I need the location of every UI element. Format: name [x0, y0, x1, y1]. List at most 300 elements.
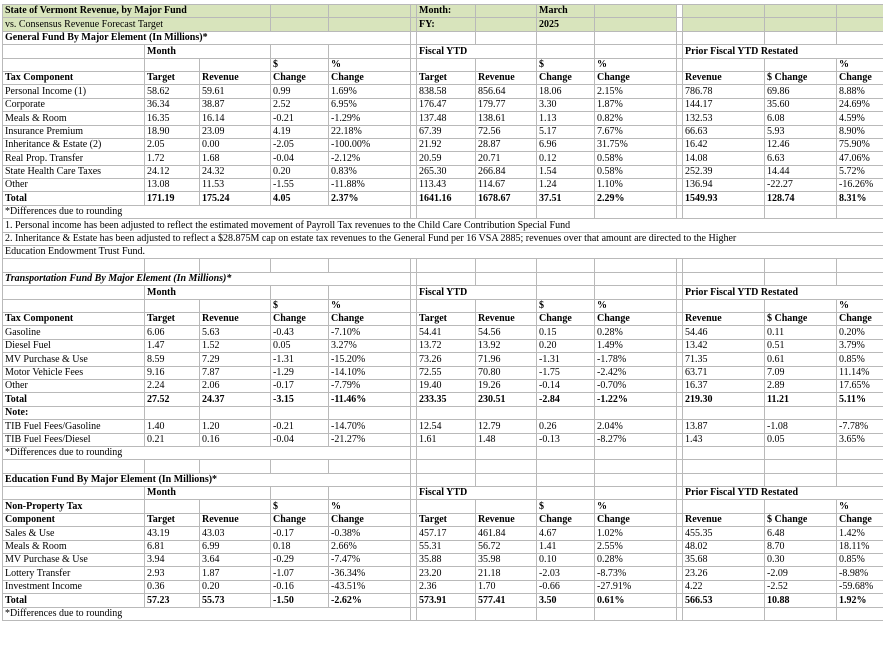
value-cell: 132.53 — [683, 112, 765, 125]
pct-change-header: Change — [329, 513, 411, 526]
value-cell: 11.14% — [837, 366, 883, 379]
value-cell: -1.29% — [329, 112, 411, 125]
value-cell: -2.12% — [329, 152, 411, 165]
value-cell: 16.14 — [200, 112, 271, 125]
general-table-row — [3, 152, 883, 165]
value-cell: -1.22% — [595, 393, 677, 406]
component-cell: Other — [3, 379, 145, 392]
revenue-header: Revenue — [476, 71, 537, 84]
pct-header: % — [837, 58, 883, 71]
transport-total-row — [3, 393, 883, 406]
value-cell: 63.71 — [683, 366, 765, 379]
revenue-header: Revenue — [200, 312, 271, 325]
value-cell: 1.10% — [595, 179, 677, 192]
general-group-row — [3, 45, 883, 58]
value-cell: 1.87% — [595, 98, 677, 111]
value-cell: -0.21 — [271, 112, 329, 125]
general-header-row — [3, 71, 883, 84]
value-cell: -0.04 — [271, 152, 329, 165]
component-cell: Total — [3, 393, 145, 406]
pct-change-header: Change — [837, 71, 883, 84]
value-cell: 1.20 — [200, 420, 271, 433]
value-cell: 17.65% — [837, 379, 883, 392]
value-cell: 2.37% — [329, 192, 411, 205]
rounding-note: *Differences due to rounding — [3, 205, 411, 218]
value-cell: 1.13 — [537, 112, 595, 125]
value-cell: -1.75 — [537, 366, 595, 379]
value-cell: 1.47 — [145, 339, 200, 352]
value-cell: -1.31 — [271, 353, 329, 366]
value-cell: 13.42 — [683, 339, 765, 352]
transport-header-top-row — [3, 299, 883, 312]
value-cell: 1.41 — [537, 540, 595, 553]
value-cell: -1.50 — [271, 594, 329, 607]
component-cell: Meals & Room — [3, 112, 145, 125]
value-cell: -7.47% — [329, 554, 411, 567]
value-cell: 6.08 — [765, 112, 837, 125]
value-cell: -1.55 — [271, 179, 329, 192]
value-cell: 9.16 — [145, 366, 200, 379]
value-cell: 13.08 — [145, 179, 200, 192]
value-cell: 265.30 — [417, 165, 476, 178]
value-cell: -36.34% — [329, 567, 411, 580]
pct-header: % — [595, 299, 677, 312]
general-table-row — [3, 112, 883, 125]
value-cell: 4.19 — [271, 125, 329, 138]
value-cell: 0.99 — [271, 85, 329, 98]
pct-header: % — [329, 299, 411, 312]
value-cell: 48.02 — [683, 540, 765, 553]
value-cell: 35.60 — [765, 98, 837, 111]
value-cell: 252.39 — [683, 165, 765, 178]
value-cell: 233.35 — [417, 393, 476, 406]
component-cell: Gasoline — [3, 326, 145, 339]
value-cell: 56.72 — [476, 540, 537, 553]
general-note-2b — [3, 246, 883, 259]
value-cell: 20.59 — [417, 152, 476, 165]
value-cell: 3.64 — [200, 554, 271, 567]
component-cell: Investment Income — [3, 580, 145, 593]
value-cell: -1.29 — [271, 366, 329, 379]
education-table-row — [3, 554, 883, 567]
value-cell: 36.34 — [145, 98, 200, 111]
value-cell: 113.43 — [417, 179, 476, 192]
revenue-header: Revenue — [200, 71, 271, 84]
value-cell: -0.17 — [271, 527, 329, 540]
value-cell: 58.62 — [145, 85, 200, 98]
value-cell: 0.58% — [595, 165, 677, 178]
revenue-header: Revenue — [683, 513, 765, 526]
value-cell: 27.52 — [145, 393, 200, 406]
component-cell: Motor Vehicle Fees — [3, 366, 145, 379]
value-cell: 856.64 — [476, 85, 537, 98]
value-cell: 0.58% — [595, 152, 677, 165]
education-table-row — [3, 567, 883, 580]
revenue-header: Revenue — [683, 312, 765, 325]
value-cell: 1.54 — [537, 165, 595, 178]
value-cell: 219.30 — [683, 393, 765, 406]
value-cell: 230.51 — [476, 393, 537, 406]
value-cell: 5.72% — [837, 165, 883, 178]
value-cell: 0.85% — [837, 554, 883, 567]
pct-change-header: Change — [595, 312, 677, 325]
education-table-row — [3, 540, 883, 553]
value-cell: -2.03 — [537, 567, 595, 580]
value-cell: 2.52 — [271, 98, 329, 111]
value-cell: 23.26 — [683, 567, 765, 580]
dollar-change-header: $ Change — [765, 71, 837, 84]
transport-tib-row — [3, 420, 883, 433]
value-cell: -14.70% — [329, 420, 411, 433]
value-cell: 35.68 — [683, 554, 765, 567]
section-heading: General Fund By Major Element (In Millions)* — [3, 31, 411, 44]
pct-header: % — [595, 58, 677, 71]
value-cell: 8.70 — [765, 540, 837, 553]
value-cell: 67.39 — [417, 125, 476, 138]
value-cell: 7.67% — [595, 125, 677, 138]
education-group-row — [3, 487, 883, 500]
value-cell: 18.06 — [537, 85, 595, 98]
value-cell: 5.93 — [765, 125, 837, 138]
value-cell: 8.31% — [837, 192, 883, 205]
component-cell: Diesel Fuel — [3, 339, 145, 352]
value-cell: 16.35 — [145, 112, 200, 125]
value-cell: 13.72 — [417, 339, 476, 352]
value-cell: 8.88% — [837, 85, 883, 98]
value-cell: -0.14 — [537, 379, 595, 392]
value-cell: 5.11% — [837, 393, 883, 406]
value-cell: -2.62% — [329, 594, 411, 607]
value-cell: 2.89 — [765, 379, 837, 392]
transport-table-row — [3, 353, 883, 366]
value-cell: 1549.93 — [683, 192, 765, 205]
value-cell: 21.18 — [476, 567, 537, 580]
value-cell: 23.09 — [200, 125, 271, 138]
value-cell: 0.36 — [145, 580, 200, 593]
value-cell: -2.05 — [271, 138, 329, 151]
value-cell: -0.04 — [271, 433, 329, 446]
value-cell: 0.10 — [537, 554, 595, 567]
value-cell: 1.87 — [200, 567, 271, 580]
transport-table-row — [3, 339, 883, 352]
value-cell: 14.44 — [765, 165, 837, 178]
value-cell: 0.15 — [537, 326, 595, 339]
revenue-header: Revenue — [476, 513, 537, 526]
value-cell: 1.02% — [595, 527, 677, 540]
value-cell: 1.68 — [200, 152, 271, 165]
dollar-header: $ — [537, 500, 595, 513]
value-cell: 3.27% — [329, 339, 411, 352]
dollar-header: $ — [271, 58, 329, 71]
change-header: Change — [537, 513, 595, 526]
value-cell: 6.63 — [765, 152, 837, 165]
title-row-1 — [3, 5, 883, 18]
value-cell: 57.23 — [145, 594, 200, 607]
component-header-top — [3, 299, 145, 312]
value-cell: 838.58 — [417, 85, 476, 98]
value-cell: 2.55% — [595, 540, 677, 553]
value-cell: 72.56 — [476, 125, 537, 138]
value-cell: 23.20 — [417, 567, 476, 580]
value-cell: 22.18% — [329, 125, 411, 138]
value-cell: 0.20 — [271, 165, 329, 178]
dollar-change-header: $ Change — [765, 513, 837, 526]
value-cell: 54.56 — [476, 326, 537, 339]
value-cell: 5.17 — [537, 125, 595, 138]
target-header: Target — [145, 71, 200, 84]
general-table-row — [3, 125, 883, 138]
value-cell: 24.69% — [837, 98, 883, 111]
education-table-row — [3, 527, 883, 540]
value-cell: 0.83% — [329, 165, 411, 178]
dollar-header: $ — [271, 500, 329, 513]
value-cell: -8.73% — [595, 567, 677, 580]
value-cell: 3.50 — [537, 594, 595, 607]
value-cell: 2.05 — [145, 138, 200, 151]
value-cell: 8.59 — [145, 353, 200, 366]
value-cell: 0.26 — [537, 420, 595, 433]
value-cell: 1.61 — [417, 433, 476, 446]
value-cell: -43.51% — [329, 580, 411, 593]
component-cell: State Health Care Taxes — [3, 165, 145, 178]
change-header: Change — [537, 71, 595, 84]
value-cell: 0.28% — [595, 326, 677, 339]
fy-value: 2025 — [537, 18, 595, 31]
value-cell: 2.04% — [595, 420, 677, 433]
group-month: Month — [145, 487, 271, 500]
value-cell: -0.16 — [271, 580, 329, 593]
value-cell: 69.86 — [765, 85, 837, 98]
value-cell: -1.07 — [271, 567, 329, 580]
value-cell: 1678.67 — [476, 192, 537, 205]
value-cell: 13.87 — [683, 420, 765, 433]
value-cell: 171.19 — [145, 192, 200, 205]
value-cell: 1.69% — [329, 85, 411, 98]
value-cell: -15.20% — [329, 353, 411, 366]
value-cell: 35.88 — [417, 554, 476, 567]
value-cell: 5.63 — [200, 326, 271, 339]
value-cell: 3.30 — [537, 98, 595, 111]
target-header: Target — [145, 312, 200, 325]
value-cell: -0.43 — [271, 326, 329, 339]
value-cell: 7.29 — [200, 353, 271, 366]
value-cell: -2.42% — [595, 366, 677, 379]
change-header: Change — [537, 312, 595, 325]
value-cell: 4.67 — [537, 527, 595, 540]
value-cell: 266.84 — [476, 165, 537, 178]
value-cell: 2.93 — [145, 567, 200, 580]
value-cell: -7.78% — [837, 420, 883, 433]
value-cell: 0.05 — [271, 339, 329, 352]
value-cell: 128.74 — [765, 192, 837, 205]
transport-header-row — [3, 312, 883, 325]
value-cell: 8.90% — [837, 125, 883, 138]
component-cell: Inheritance & Estate (2) — [3, 138, 145, 151]
value-cell: 1641.16 — [417, 192, 476, 205]
value-cell: 0.16 — [200, 433, 271, 446]
value-cell: 6.06 — [145, 326, 200, 339]
value-cell: -0.38% — [329, 527, 411, 540]
value-cell: 20.71 — [476, 152, 537, 165]
revenue-table — [2, 4, 883, 621]
month-value: March — [537, 5, 595, 18]
component-cell: TIB Fuel Fees/Diesel — [3, 433, 145, 446]
value-cell: 12.46 — [765, 138, 837, 151]
general-table-row — [3, 98, 883, 111]
value-cell: 0.51 — [765, 339, 837, 352]
value-cell: 6.48 — [765, 527, 837, 540]
general-note-2a — [3, 232, 883, 245]
value-cell: -27.91% — [595, 580, 677, 593]
value-cell: 1.70 — [476, 580, 537, 593]
value-cell: 0.12 — [537, 152, 595, 165]
component-cell: Other — [3, 179, 145, 192]
revenue-header: Revenue — [200, 513, 271, 526]
group-month: Month — [145, 45, 271, 58]
value-cell: -1.78% — [595, 353, 677, 366]
general-note-1 — [3, 219, 883, 232]
component-header: Component — [3, 513, 145, 526]
value-cell: 4.59% — [837, 112, 883, 125]
value-cell: 2.24 — [145, 379, 200, 392]
value-cell: 35.98 — [476, 554, 537, 567]
note-label: Note: — [3, 406, 145, 419]
value-cell: 54.46 — [683, 326, 765, 339]
component-cell: MV Purchase & Use — [3, 554, 145, 567]
component-cell: Corporate — [3, 98, 145, 111]
value-cell: 0.20 — [200, 580, 271, 593]
pct-header: % — [595, 500, 677, 513]
pct-header: % — [837, 500, 883, 513]
value-cell: 2.29% — [595, 192, 677, 205]
revenue-header: Revenue — [476, 312, 537, 325]
value-cell: -1.31 — [537, 353, 595, 366]
value-cell: 43.19 — [145, 527, 200, 540]
value-cell: 18.90 — [145, 125, 200, 138]
transport-table-row — [3, 366, 883, 379]
revenue-header: Revenue — [683, 71, 765, 84]
value-cell: -7.10% — [329, 326, 411, 339]
section-heading: Transportation Fund By Major Element (In Millions)* — [3, 272, 411, 285]
table-body — [3, 5, 883, 621]
value-cell: 16.42 — [683, 138, 765, 151]
general-header-top-row — [3, 58, 883, 71]
rounding-note: *Differences due to rounding — [3, 607, 411, 620]
value-cell: 24.32 — [200, 165, 271, 178]
value-cell: 0.05 — [765, 433, 837, 446]
value-cell: 573.91 — [417, 594, 476, 607]
value-cell: 54.41 — [417, 326, 476, 339]
education-header-top-row — [3, 500, 883, 513]
value-cell: 7.09 — [765, 366, 837, 379]
education-header-row — [3, 513, 883, 526]
value-cell: -0.70% — [595, 379, 677, 392]
value-cell: 577.41 — [476, 594, 537, 607]
value-cell: 55.31 — [417, 540, 476, 553]
value-cell: 19.40 — [417, 379, 476, 392]
value-cell: -0.29 — [271, 554, 329, 567]
value-cell: 12.54 — [417, 420, 476, 433]
value-cell: 24.37 — [200, 393, 271, 406]
target-header: Target — [417, 513, 476, 526]
value-cell: 0.30 — [765, 554, 837, 567]
value-cell: 72.55 — [417, 366, 476, 379]
transport-tib-row — [3, 433, 883, 446]
value-cell: 1.24 — [537, 179, 595, 192]
value-cell: -100.00% — [329, 138, 411, 151]
value-cell: 24.12 — [145, 165, 200, 178]
dollar-header: $ — [271, 299, 329, 312]
education-note-rounding — [3, 607, 883, 620]
component-cell: Sales & Use — [3, 527, 145, 540]
education-table-row — [3, 580, 883, 593]
value-cell: 4.22 — [683, 580, 765, 593]
component-header: Tax Component — [3, 312, 145, 325]
value-cell: -8.98% — [837, 567, 883, 580]
value-cell: -14.10% — [329, 366, 411, 379]
value-cell: 6.96 — [537, 138, 595, 151]
value-cell: 455.35 — [683, 527, 765, 540]
value-cell: 786.78 — [683, 85, 765, 98]
component-cell: Meals & Room — [3, 540, 145, 553]
value-cell: -8.27% — [595, 433, 677, 446]
dollar-header: $ — [537, 299, 595, 312]
transport-note-label-row — [3, 406, 883, 419]
footnote-1: 1. Personal income has been adjusted to reflect the estimated movement of Payroll Tax revenues to the Child Care Contribution Special Fund — [3, 219, 883, 232]
value-cell: -7.79% — [329, 379, 411, 392]
value-cell: 43.03 — [200, 527, 271, 540]
pct-header: % — [837, 299, 883, 312]
value-cell: 144.17 — [683, 98, 765, 111]
value-cell: 37.51 — [537, 192, 595, 205]
value-cell: 0.61 — [765, 353, 837, 366]
value-cell: 0.28% — [595, 554, 677, 567]
value-cell: 138.61 — [476, 112, 537, 125]
group-prior: Prior Fiscal YTD Restated — [683, 487, 883, 500]
value-cell: 73.26 — [417, 353, 476, 366]
revenue-spreadsheet — [2, 4, 883, 621]
pct-header: % — [329, 500, 411, 513]
value-cell: 2.15% — [595, 85, 677, 98]
value-cell: -0.13 — [537, 433, 595, 446]
value-cell: 0.11 — [765, 326, 837, 339]
spacer-row — [3, 259, 883, 272]
general-total-row — [3, 192, 883, 205]
value-cell: 10.88 — [765, 594, 837, 607]
value-cell: -0.17 — [271, 379, 329, 392]
general-table-row — [3, 138, 883, 151]
value-cell: -16.26% — [837, 179, 883, 192]
pct-change-header: Change — [837, 513, 883, 526]
value-cell: 1.48 — [476, 433, 537, 446]
value-cell: 2.36 — [417, 580, 476, 593]
transport-table-row — [3, 379, 883, 392]
value-cell: 0.21 — [145, 433, 200, 446]
value-cell: 11.53 — [200, 179, 271, 192]
report-subtitle: vs. Consensus Revenue Forecast Target — [3, 18, 271, 31]
value-cell: -3.15 — [271, 393, 329, 406]
value-cell: -2.52 — [765, 580, 837, 593]
general-table-row — [3, 85, 883, 98]
value-cell: -11.46% — [329, 393, 411, 406]
value-cell: 4.05 — [271, 192, 329, 205]
group-ytd: Fiscal YTD — [417, 487, 537, 500]
value-cell: 461.84 — [476, 527, 537, 540]
value-cell: 7.87 — [200, 366, 271, 379]
value-cell: 136.94 — [683, 179, 765, 192]
value-cell: 3.79% — [837, 339, 883, 352]
value-cell: 175.24 — [200, 192, 271, 205]
